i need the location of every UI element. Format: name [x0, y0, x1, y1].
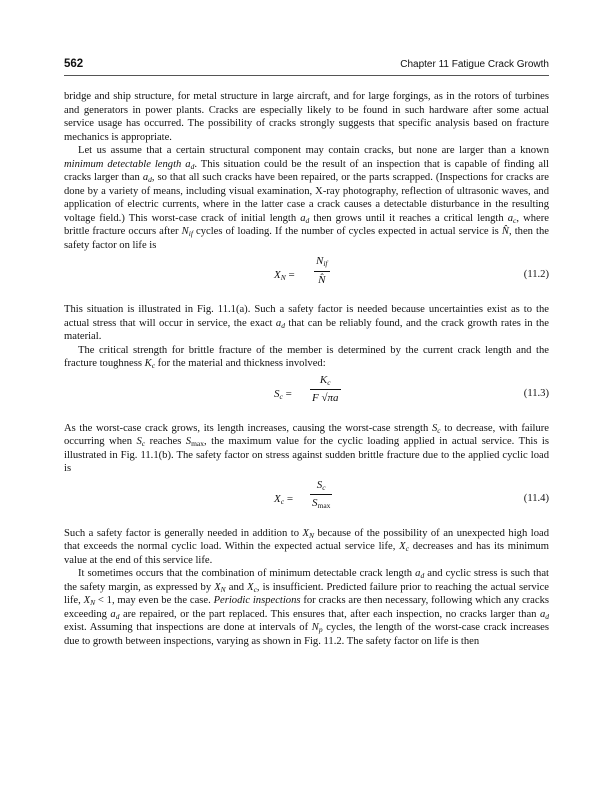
running-head [64, 58, 549, 74]
equation-lhs: $X_c$ = [274, 492, 294, 506]
paragraph-5: As the worst-case crack grows, its length increases, causing the worst-case strength $S_c$ to decrease, with failure occurring when $S_c$ reaches $S_{max}$, the maximum value for the cyclic loading applied in actual service. This is illustrated in Fig. 11.1(b). The safety factor on stress against sudden brittle fracture due to the applied cyclic load is [64, 422, 549, 474]
equation-lhs: $S_c$ = [274, 387, 292, 401]
equation-lhs: $X_N$ = [274, 269, 295, 282]
equation-fraction: $N_{if}$ N̂ [316, 255, 328, 286]
equation-11-2 [64, 255, 549, 299]
equation-fraction: $S_c$ $S_{max}$ [312, 478, 331, 510]
equation-number: (11.3) [523, 387, 549, 399]
paragraph-6: Such a safety factor is generally needed in addition to $X_N$ because of the possibility of an unexpected high load that exceeds the normal cyclic load. Within the expected actual service life, $X_c$ decreases and has its minimum value at the end of this service life. [64, 527, 549, 566]
paragraph-1: bridge and ship structure, for metal structure in large aircraft, and for large forgings, as in the rotors of turbines and generators in power plants. Cracks are especially likely to be found in such hardware after some actual service usage has occurred. The possibility of cracks strongly suggests that specific analysis based on fracture mechanics is appropriate. [64, 91, 549, 143]
body-text [64, 90, 549, 648]
chapter-title: Chapter 11 Fatigue Crack Growth [400, 59, 549, 70]
equation-fraction: $K_c$ F √πa [312, 373, 339, 404]
equation-number: (11.2) [523, 269, 549, 280]
page-number: 562 [64, 58, 84, 70]
paragraph-7: It sometimes occurs that the combination of minimum detectable crack length $a_d$ and cyclic stress is such that the safety margin, as expressed by $X_N$ and $X_c$, is insufficient. Predicted failure prior to reaching the actual service life, $X_N < 1$, may even be the case. Periodic inspections for cracks are then necessary, following which any cracks exceeding $a_d$ are repaired, or the part replaced. This ensures that, after each inspection, no cracks larger than $a_d$ exist. Assuming that inspections are done at intervals of $N_p$ cycles, the length of the worst-case crack increases due to growth between inspections, varying as shown in Fig. 11.2. The safety factor on life is then [64, 568, 550, 647]
header-rule [64, 75, 549, 76]
equation-11-4 [64, 479, 549, 523]
paragraph-2: Let us assume that a certain structural component may contain cracks, but none are larger than a known minimum detectable length $a_d$. This situation could be the result of an inspection that is capable of finding all cracks larger than $a_d$, so that all such cracks have been repaired, or the parts scrapped. (Inspections for cracks are done by a variety of means, including visual examination, X-ray photography, reflection of ultrasonic waves, and application of electric currents, where in the latter case a crack causes a detectable disturbance in the resulting voltage field.) This worst-case crack of initial length $a_d$ then grows until it reaches a critical length $a_c$, where brittle fracture occurs after $N_{if}$ cycles of loading. If the number of cycles expected in actual service is N̂, then the safety factor on life is [64, 145, 549, 251]
paragraph-4: The critical strength for brittle fracture of the member is determined by the current crack length and the fracture toughness $K_c$ for the material and thickness involved: [64, 344, 549, 370]
emphasis-term: minimum detectable length $a_d$ [64, 158, 195, 171]
emphasis-term: Periodic inspections [213, 595, 301, 606]
paragraph-3: This situation is illustrated in Fig. 11.1(a). Such a safety factor is needed because uncertainties exist as to the actual stress that will occur in service, the exact $a_d$ that can be reliably found, and the crack growth rates in the material. [64, 304, 549, 342]
equation-number: (11.4) [523, 492, 549, 504]
equation-11-3 [64, 374, 549, 418]
